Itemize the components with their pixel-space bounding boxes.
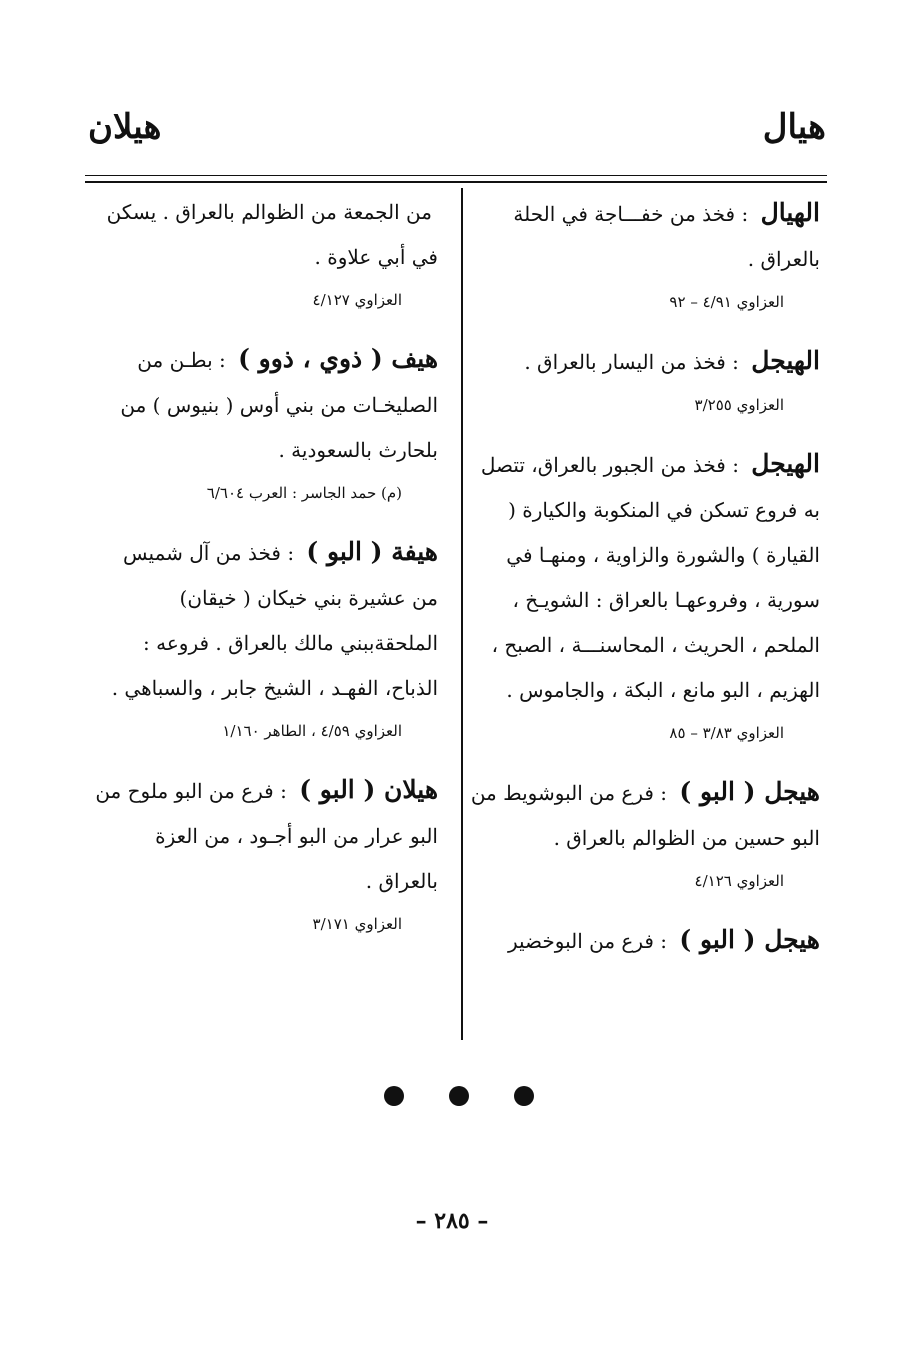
section-separator-dots [384, 1086, 534, 1106]
column-divider [461, 188, 463, 1040]
entry-hayjal-albu-2 [468, 917, 820, 964]
entry-reference: العزاوي ٣/٨٣ – ٨٥ [669, 724, 784, 742]
entry-hayfa [93, 529, 438, 711]
entry-reference: العزاوي ٤/٥٩ ، الطاهر ١/١٦٠ [222, 722, 402, 740]
entry-reference: العزاوي ٣/١٧١ [312, 915, 402, 933]
separator-dot [514, 1086, 534, 1106]
running-head-right: هيال [762, 107, 826, 147]
entry-al-hayjal-1 [468, 338, 820, 385]
entry-hayjal-albu-1 [468, 769, 820, 861]
separator-dot [384, 1086, 404, 1106]
entry-headword: هيف ( ذوي ، ذوو ) [238, 344, 438, 373]
entry-al-hayyal [468, 190, 820, 282]
entry-reference: العزاوي ٣/٢٥٥ [694, 396, 784, 414]
separator-dot [449, 1086, 469, 1106]
entry-reference: العزاوي ٤/١٢٧ [312, 291, 402, 309]
entry-reference: العزاوي ٤/١٢٦ [694, 872, 784, 890]
entry-hayf [93, 336, 438, 473]
entry-headword: هيجل ( البو ) [679, 777, 820, 806]
left-column [93, 190, 438, 960]
entry-text: : بطـن من الصليخـات من بني أوس ( بنيوس ) من بلحارث بالسعودية . [120, 348, 438, 462]
entry-headword: هيفة ( البو ) [306, 537, 438, 566]
entry-text: : فخذ من خفـــاجة في الحلة بالعراق . [513, 202, 820, 271]
running-head-left: هيلان [88, 107, 162, 147]
entry-text: : فخذ من آل شميس من عشيرة بني خيكان ( خيقان) الملحقةببني مالك بالعراق . فروعه : الذباح، الفهـد ، الشيخ جابر ، والسباهي . [111, 541, 438, 700]
entry-haylan [93, 767, 438, 904]
header-rule-thin [85, 175, 827, 176]
entry-text: : فخذ من الجبور بالعراق، تتصل به فروع تسكن في المنكوبة والكيارة ( القيارة ) والشورة والزاوية ، ومنهـا في سورية ، وفروعهـا بالعراق : الشويـخ ، الملحم ، الحريث ، المحاسنـــة ، الصبح ، الهزيم ، البو مانع ، البكة ، والجاموس . [480, 453, 820, 702]
entry-text: من الجمعة من الظوالم بالعراق . يسكن في أبي علاوة . [106, 200, 438, 269]
right-column [468, 190, 820, 964]
entry-headword: الهيجل [751, 449, 820, 478]
entry-continuation [93, 190, 438, 280]
entry-text: : فرع من البو ملوح من البو عرار من البو أجـود ، من العزة بالعراق . [95, 779, 438, 893]
entry-text: : فخذ من اليسار بالعراق . [524, 350, 739, 374]
entry-text: : فرع من البوخضير [507, 929, 668, 953]
page-number: – ٢٨٥ – [415, 1208, 489, 1234]
entry-text: : فرع من البوشويط من البو حسين من الظوالم بالعراق . [470, 781, 820, 850]
entry-headword: هيجل ( البو ) [679, 925, 820, 954]
entry-reference: العزاوي ٤/٩١ – ٩٢ [669, 293, 784, 311]
entry-al-hayjal-2 [468, 441, 820, 713]
entry-reference: (م) حمد الجاسر : العرب ٦/٦٠٤ [206, 484, 402, 502]
entry-headword: الهيال [760, 198, 820, 227]
entry-headword: هيلان ( البو ) [299, 775, 438, 804]
entry-headword: الهيجل [751, 346, 820, 375]
header-rule-thick [85, 181, 827, 183]
